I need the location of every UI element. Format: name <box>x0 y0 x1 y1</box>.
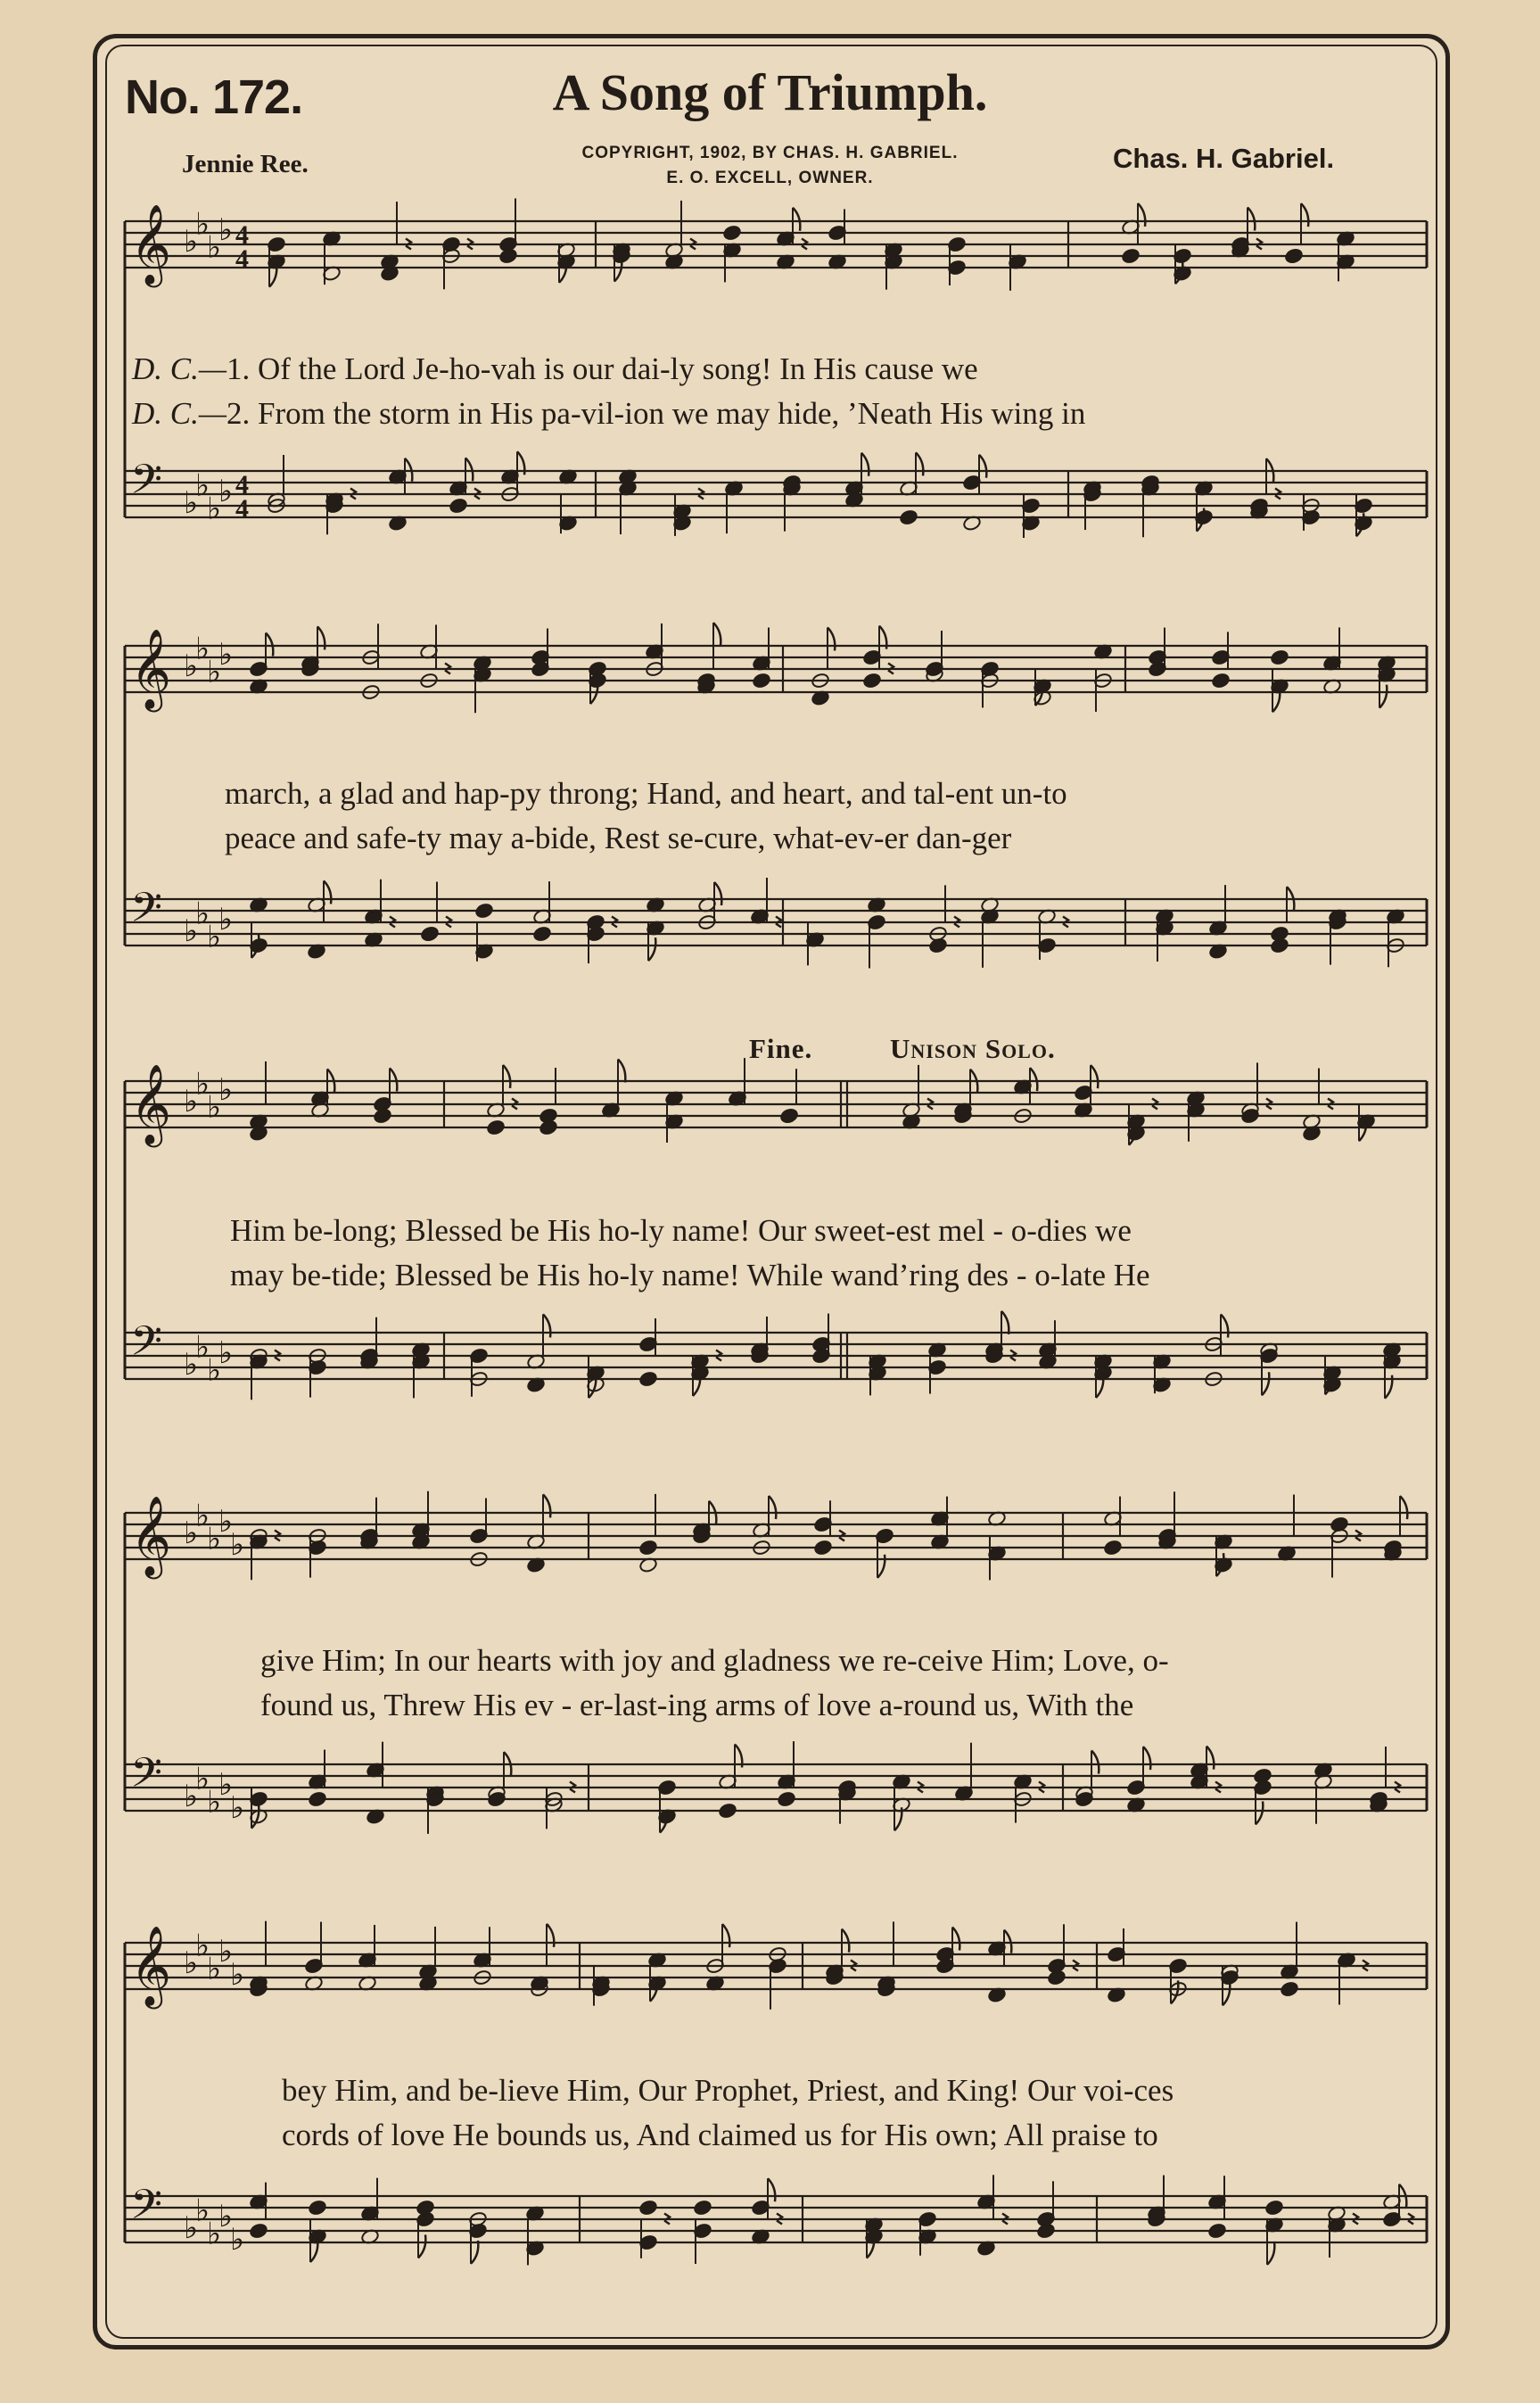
flat-sign: ♭ <box>195 206 210 243</box>
rest <box>1010 1350 1016 1361</box>
flat-sign: ♭ <box>195 1329 210 1366</box>
treble-clef: 𝄞 <box>130 204 172 285</box>
flat-sign: ♭ <box>207 491 222 527</box>
rest <box>1275 489 1281 500</box>
notehead <box>308 1791 327 1808</box>
rest <box>664 2214 670 2225</box>
flat-sign: ♭ <box>195 1066 210 1102</box>
rest <box>446 917 451 928</box>
rest <box>776 917 781 928</box>
rest <box>1363 1961 1368 1971</box>
note-flag <box>1248 208 1255 231</box>
rest <box>1063 917 1068 928</box>
flat-sign: ♭ <box>184 224 199 260</box>
rest <box>275 1531 280 1541</box>
note-flag <box>1143 1747 1150 1770</box>
rest <box>1355 1531 1361 1541</box>
bass-clef: 𝄢 <box>130 1317 163 1375</box>
flat-sign: ♭ <box>218 1934 234 1969</box>
note-flag <box>979 455 986 478</box>
note-flag <box>1301 203 1308 227</box>
rest <box>1152 1099 1157 1110</box>
flat-sign: ♭ <box>195 1761 210 1797</box>
flat-sign: ♭ <box>218 1335 234 1371</box>
flat-sign: ♭ <box>230 2222 245 2258</box>
flat-sign: ♭ <box>184 1084 199 1119</box>
flat-sign: ♭ <box>218 474 234 509</box>
notehead <box>752 673 771 690</box>
flat-sign: ♭ <box>207 1951 222 1987</box>
flat-sign: ♭ <box>207 2216 222 2252</box>
flat-sign: ♭ <box>184 1779 199 1814</box>
rest <box>954 917 959 928</box>
note-flag <box>828 627 835 650</box>
unison-solo-marking: Unison Solo. <box>890 1033 1056 1064</box>
hymn-title: A Song of Triumph. <box>552 63 988 121</box>
lyric-verse1: Him be-long; Blessed be His ho-ly name! Our sweet-est mel - o-dies we <box>230 1213 1132 1248</box>
treble-clef: 𝄞 <box>130 1064 172 1144</box>
rest <box>698 489 704 500</box>
note-flag <box>769 1496 776 1519</box>
notehead <box>693 2200 712 2217</box>
flat-sign: ♭ <box>207 1784 222 1821</box>
note-flag <box>1256 1801 1263 1824</box>
rest <box>839 1531 844 1541</box>
notehead <box>638 2200 658 2217</box>
note-flag <box>877 1555 885 1578</box>
note-flag <box>1221 1314 1228 1337</box>
notehead <box>416 2200 435 2217</box>
flat-sign: ♭ <box>184 913 199 949</box>
notehead <box>638 1540 658 1557</box>
flat-sign: ♭ <box>195 1928 210 1964</box>
note-flag <box>465 458 473 481</box>
time-signature-top: 4 <box>235 470 249 500</box>
flat-sign: ♭ <box>218 1767 234 1803</box>
notehead <box>449 498 468 515</box>
notehead <box>539 1108 558 1125</box>
lyric-verse1: D. C.—1. Of the Lord Je-ho-vah is our dai-ly song! In His cause we <box>132 351 978 386</box>
flat-sign: ♭ <box>218 1072 234 1108</box>
rest <box>777 2214 782 2225</box>
rest <box>1215 1782 1221 1793</box>
notehead <box>532 926 552 943</box>
flat-sign: ♭ <box>184 2210 199 2246</box>
note-flag <box>1004 1930 1011 1953</box>
note-flag <box>916 452 923 475</box>
rest <box>1395 1782 1400 1793</box>
rest <box>918 1782 923 1793</box>
note-flag <box>543 1314 550 1337</box>
rest <box>445 664 450 674</box>
rest <box>512 1099 517 1110</box>
rest <box>474 489 480 500</box>
rest <box>1408 2214 1413 2225</box>
lyric-verse2: may be-tide; Blessed be His ho-ly name! While wand’ring des - o-late He <box>230 1258 1150 1292</box>
composer-credit: Chas. H. Gabriel. <box>1113 143 1335 174</box>
notehead <box>899 509 918 526</box>
note-flag <box>471 2241 478 2264</box>
note-flag <box>1206 1747 1214 1770</box>
treble-clef: 𝄞 <box>130 629 172 709</box>
note-flag <box>405 458 412 482</box>
rest <box>275 1350 280 1361</box>
note-flag <box>1262 1372 1269 1395</box>
da-capo-marking: D. C.— <box>132 351 226 386</box>
flat-sign: ♭ <box>218 2199 234 2234</box>
notehead <box>1253 1768 1272 1785</box>
hymn-number: No. 172. <box>125 70 303 124</box>
flat-sign: ♭ <box>195 631 210 667</box>
flat-sign: ♭ <box>207 1089 222 1126</box>
note-flag <box>861 453 869 476</box>
lyric-verse2: found us, Threw His ev - er-last-ing arms of love a-round us, With the <box>260 1688 1134 1722</box>
notehead <box>777 1791 796 1808</box>
flat-sign: ♭ <box>195 2192 210 2229</box>
rest <box>467 239 473 250</box>
rest <box>612 917 617 928</box>
note-flag <box>722 1924 729 1947</box>
rest <box>1328 1099 1333 1110</box>
lyric-verse2: cords of love He bounds us, And claimed us for His own; All praise to <box>282 2118 1158 2152</box>
notehead <box>486 1119 506 1136</box>
notehead <box>308 2200 327 2217</box>
rest <box>716 1350 721 1361</box>
bass-clef: 𝄢 <box>130 456 163 514</box>
notehead <box>722 225 742 242</box>
flat-sign: ♭ <box>207 1352 222 1389</box>
time-signature-bottom: 4 <box>235 494 249 524</box>
note-flag <box>648 937 655 961</box>
flat-sign: ♭ <box>218 1504 234 1540</box>
lyric-verse2: D. C.—2. From the storm in His pa-vil-ion we may hide, ’Neath His wing in <box>132 396 1086 431</box>
notehead <box>718 1803 737 1820</box>
notehead <box>1264 2200 1284 2217</box>
notehead <box>813 1540 833 1557</box>
treble-clef: 𝄞 <box>130 1926 172 2006</box>
note-flag <box>842 1929 849 1953</box>
note-flag <box>418 2234 425 2258</box>
notehead <box>1270 926 1289 943</box>
flat-sign: ♭ <box>184 1347 199 1383</box>
copyright-line: COPYRIGHT, 1902, BY CHAS. H. GABRIEL. <box>581 144 959 162</box>
notehead <box>1280 1981 1299 1998</box>
rest <box>1002 2214 1008 2225</box>
note-flag <box>251 1805 259 1829</box>
rest <box>1266 1099 1272 1110</box>
notehead <box>1211 673 1231 690</box>
notehead <box>779 1108 799 1125</box>
rest <box>1039 1782 1044 1793</box>
treble-clef: 𝄞 <box>130 1496 172 1576</box>
notehead <box>1103 1540 1123 1557</box>
flat-sign: ♭ <box>230 1527 245 1563</box>
rest <box>802 239 807 250</box>
flat-sign: ♭ <box>207 654 222 690</box>
bass-clef: 𝄢 <box>130 884 163 942</box>
note-flag <box>768 2178 775 2201</box>
time-signature-bottom: 4 <box>235 244 249 274</box>
note-flag <box>618 1059 625 1082</box>
note-flag <box>543 1494 550 1517</box>
note-flag <box>324 880 331 904</box>
note-flag <box>793 208 800 231</box>
note-flag <box>1091 1065 1098 1088</box>
notehead <box>1270 649 1289 666</box>
rest <box>851 1961 856 1971</box>
da-capo-marking: D. C.— <box>132 396 226 431</box>
note-flag <box>1379 685 1387 708</box>
notehead <box>1284 248 1304 265</box>
flat-sign: ♭ <box>184 1945 199 1981</box>
notehead <box>1121 248 1141 265</box>
flat-sign: ♭ <box>207 1521 222 1557</box>
flat-sign: ♭ <box>218 637 234 673</box>
flat-sign: ♭ <box>218 902 234 937</box>
note-flag <box>1091 1751 1099 1774</box>
notehead <box>420 926 440 943</box>
rest <box>406 239 411 250</box>
notehead <box>1330 1516 1349 1533</box>
flat-sign: ♭ <box>184 648 199 684</box>
rest <box>1073 1961 1078 1971</box>
fine-marking: Fine. <box>749 1033 813 1064</box>
rest <box>690 239 696 250</box>
lyric-verse1: bey Him, and be-lieve Him, Our Prophet, Priest, and King! Our voi-ces <box>282 2073 1174 2108</box>
notehead <box>249 2223 268 2240</box>
flat-sign: ♭ <box>207 919 222 955</box>
notehead <box>1207 2223 1227 2240</box>
lyric-verse2: peace and safe-ty may a-bide, Rest se-cure, what-ev-er dan-ger <box>225 821 1012 855</box>
note-flag <box>713 623 721 646</box>
rest <box>927 1099 933 1110</box>
notehead <box>638 1371 658 1388</box>
rest <box>390 917 395 928</box>
notehead <box>862 673 882 690</box>
flat-sign: ♭ <box>218 212 234 248</box>
bass-clef: 𝄢 <box>130 2181 163 2239</box>
note-flag <box>1001 1311 1009 1334</box>
flat-sign: ♭ <box>230 1957 245 1993</box>
note-flag <box>952 1928 959 1951</box>
bass-clef: 𝄢 <box>130 1749 163 1807</box>
lyric-verse1: give Him; In our hearts with joy and gladness we re-ceive Him; Love, o- <box>260 1643 1169 1678</box>
rest <box>888 664 894 674</box>
time-signature-top: 4 <box>235 220 249 250</box>
note-flag <box>1138 203 1145 227</box>
note-flag <box>1223 1982 1230 2005</box>
flat-sign: ♭ <box>195 467 210 504</box>
rest <box>350 489 356 500</box>
note-flag <box>1400 1496 1407 1519</box>
note-flag <box>503 1065 510 1088</box>
flat-sign: ♭ <box>195 1498 210 1534</box>
lyric-verse1: march, a glad and hap-py throng; Hand, and heart, and tal-ent un-to <box>225 776 1067 811</box>
flat-sign: ♭ <box>230 1790 245 1826</box>
note-flag <box>1267 2242 1274 2265</box>
note-flag <box>266 633 273 656</box>
notehead <box>474 903 494 920</box>
flat-sign: ♭ <box>195 896 210 932</box>
flat-sign: ♭ <box>184 485 199 521</box>
rest <box>570 1782 575 1793</box>
lyricist-credit: Jennie Ree. <box>182 150 309 178</box>
flat-sign: ♭ <box>207 229 222 266</box>
note-flag <box>390 1069 397 1092</box>
rest <box>1256 239 1262 250</box>
copyright-owner: E. O. EXCELL, OWNER. <box>666 169 874 187</box>
rest <box>1353 2214 1358 2225</box>
notehead <box>498 248 518 265</box>
flat-sign: ♭ <box>184 1515 199 1551</box>
